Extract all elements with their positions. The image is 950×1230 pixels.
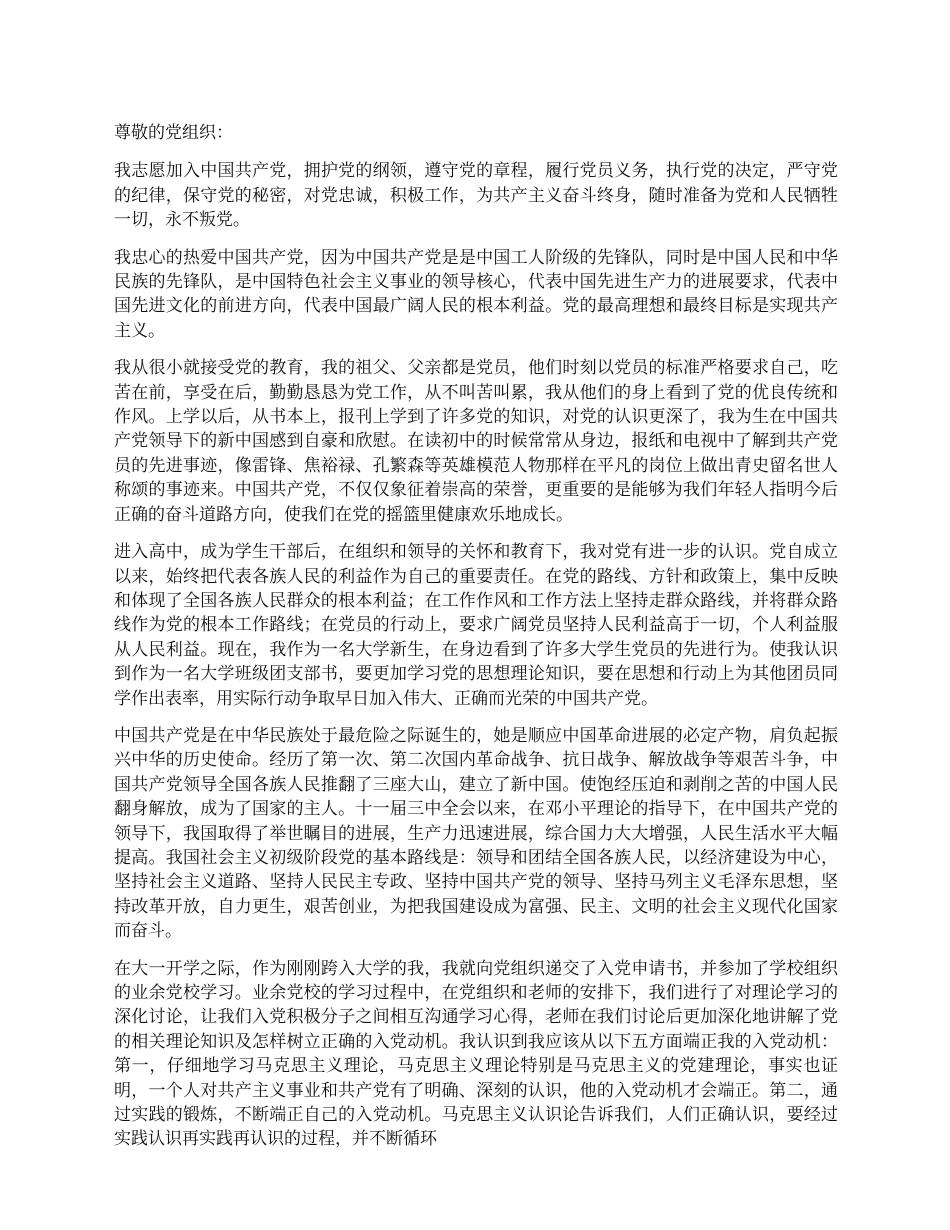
paragraph-love-party: 我忠心的热爱中国共产党，因为中国共产党是是中国工人阶级的先锋队，同时是中国人民和中华民族的先锋队，是中国特色社会主义事业的领导核心，代表中国先进生产力的进展要求，代表中国先进文化的前进方向，代表中国最广阔人民的根本利益。党的最高理想和最终目标是实现共产主义。 [114,247,838,341]
paragraph-pledge: 我志愿加入中国共产党，拥护党的纲领，遵守党的章程，履行党员义务，执行党的决定，严守党的纪律，保守党的秘密，对党忠诚，积极工作，为共产主义奋斗终身，随时准备为党和人民牺牲一切，永不叛党。 [114,161,838,231]
salutation: 尊敬的党组织： [114,123,233,143]
letter-body [114,121,838,1165]
paragraph-childhood: 我从很小就接受党的教育，我的祖父、父亲都是党员，他们时刻以党员的标准严格要求自己，吃苦在前，享受在后，勤勤恳恳为党工作，从不叫苦叫累，我从他们的身上看到了党的优良传统和作风。上学以后，从书本上，报刊上学到了许多党的知识，对党的认识更深了，我为生在中国共产党领导下的新中国感到自豪和欣慰。在读初中的时候常常从身边，报纸和电视中了解到共产党员的先进事迹，像雷锋、焦裕禄、孔繁森等英雄模范人物那样在平凡的岗位上做出青史留名世人称颂的事迹来。中国共产党，不仅仅象征着崇高的荣誉，更重要的是能够为我们年轻人指明今后正确的奋斗道路方向，使我们在党的摇篮里健康欢乐地成长。 [114,358,838,525]
paragraph-university: 在大一开学之际，作为刚刚跨入大学的我，我就向党组织递交了入党申请书，并参加了学校组织的业余党校学习。业余党校的学习过程中，在党组织和老师的安排下，我们进行了对理论学习的深化讨论，让我们入党积极分子之间相互沟通学习心得，老师在我们讨论后更加深化地讲解了党的相关理论知识及怎样树立正确的入党动机。我认识到我应该从以下五方面端正我的入党动机：第一，仔细地学习马克思主义理论，马克思主义理论特别是马克思主义的党建理论，事实也证明，一个人对共产主义事业和共产党有了明确、深刻的认识，他的入党动机才会端正。第二，通过实践的锻炼，不断端正自己的入党动机。马克思主义认识论告诉我们，人们正确认识，要经过实践认识再实践再认识的过程，并不断循环 [114,958,838,1150]
paragraph-party-history: 中国共产党是在中华民族处于最危险之际诞生的，她是顺应中国革命进展的必定产物，肩负起振兴中华的历史使命。经历了第一次、第二次国内革命战争、抗日战争、解放战争等艰苦斗争，中国共产党领导全国各族人民推翻了三座大山，建立了新中国。使饱经压迫和剥削之苦的中国人民翻身解放，成为了国家的主人。十一届三中全会以来，在邓小平理论的指导下，在中国共产党的领导下，我国取得了举世瞩目的进展，生产力迅速进展，综合国力大大增强，人民生活水平大幅提高。我国社会主义初级阶段党的基本路线是：领导和团结全国各族人民，以经济建设为中心，坚持社会主义道路、坚持人民民主专政、坚持中国共产党的领导、坚持马列主义毛泽东思想，坚持改革开放，自力更生，艰苦创业，为把我国建设成为富强、民主、文明的社会主义现代化国家而奋斗。 [114,725,838,942]
paragraph-high-school: 进入高中，成为学生干部后，在组织和领导的关怀和教育下，我对党有进一步的认识。党自成立以来，始终把代表各族人民的利益作为自己的重要责任。在党的路线、方针和政策上，集中反映和体现了全国各族人民群众的根本利益；在工作作风和工作方法上坚持走群众路线，并将群众路线作为党的根本工作路线；在党员的行动上，要求广阔党员坚持人民利益高于一切，个人利益服从人民利益。现在，我作为一名大学新生，在身边看到了许多大学生党员的先进行为。使我认识到作为一名大学班级团支部书，要更加学习党的思想理论知识，要在思想和行动上为其他团员同学作出表率，用实际行动争取早日加入伟大、正确而光荣的中国共产党。 [114,542,838,709]
